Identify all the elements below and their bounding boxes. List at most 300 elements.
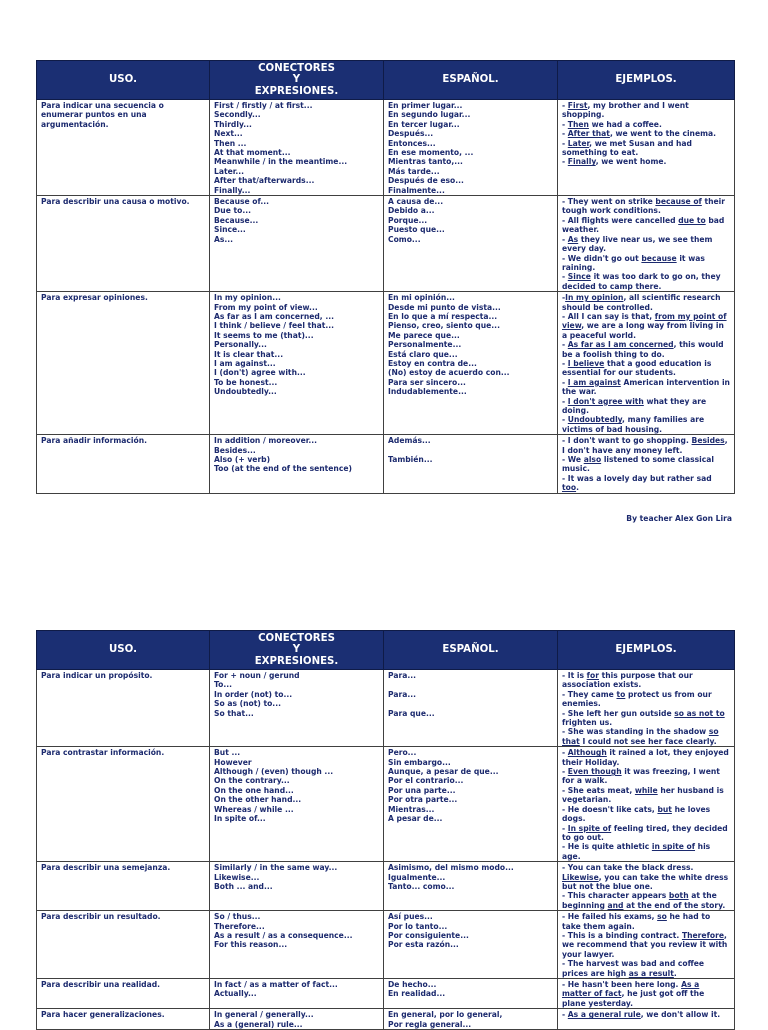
example-text: - This is a binding contract.: [562, 930, 682, 940]
example-sentence: [562, 139, 730, 158]
example-sentence: [562, 455, 730, 474]
espanol-line: Finalmente...: [388, 185, 445, 195]
table-header-row: [37, 61, 735, 100]
connector-line: As...: [214, 234, 234, 244]
table-row: [37, 435, 735, 493]
conectores-cell: [210, 196, 384, 292]
connector-highlight: so that: [562, 727, 719, 746]
espanol-line: En tercer lugar...: [388, 119, 460, 129]
example-sentence: [562, 235, 730, 254]
espanol-line: En general, por lo general,: [388, 1010, 503, 1020]
table-row: [37, 670, 735, 747]
connector-line: Actually...: [214, 989, 257, 999]
example-text: -: [562, 101, 568, 110]
connector-line: Therefore...: [214, 921, 265, 931]
example-text: -: [562, 396, 568, 406]
conectores-cell: [210, 911, 384, 979]
connector-line: On the one hand...: [214, 785, 294, 795]
example-text: I could not see her face clearly.: [579, 736, 717, 746]
uso-line: Para contrastar información.: [41, 748, 165, 758]
uso-line: Para hacer generalizaciones.: [41, 1010, 165, 1020]
espanol-line: Así pues...: [388, 912, 433, 922]
example-text: they live near us, we see them every day.: [562, 234, 713, 254]
header-conectores: CONECTORES Y EXPRESIONES.: [210, 61, 384, 100]
example-sentence: [562, 727, 730, 746]
uso-cell: [37, 100, 210, 196]
connector-line: To...: [214, 680, 233, 690]
example-text: - She left her gun outside: [562, 708, 675, 718]
uso-cell: [37, 670, 210, 747]
example-text: it was raining.: [562, 253, 705, 272]
example-text: , we met Susan and had something to eat.: [562, 138, 692, 158]
connector-line: So as (not) to...: [214, 699, 281, 709]
example-text: , this would be a foolish thing to do.: [562, 340, 724, 359]
spacer: [388, 446, 553, 455]
example-sentence: [562, 254, 730, 273]
example-text: this purpose that our association exists.: [562, 671, 693, 690]
uso-line: argumentación.: [41, 119, 109, 129]
conectores-cell: [210, 1009, 384, 1030]
connector-line: From my point of view...: [214, 302, 318, 312]
espanol-line: Por lo tanto...: [388, 921, 448, 931]
conectores-cell: [210, 670, 384, 747]
uso-line: Para añadir información.: [41, 436, 148, 446]
example-text: .: [576, 483, 579, 493]
connector-line: In general / generally...: [214, 1010, 314, 1020]
example-text: it rained a lot, they enjoyed their Holiday.: [562, 748, 729, 767]
example-text: - It is: [562, 671, 587, 680]
example-text: - They came: [562, 689, 617, 699]
connector-highlight: In spite of: [567, 823, 612, 833]
connector-line: Since...: [214, 225, 246, 235]
example-text: - The harvest was bad and coffee prices are high: [562, 959, 705, 978]
uso-cell: [37, 1009, 210, 1030]
example-text: , we don't allow it.: [640, 1010, 721, 1020]
connector-highlight: to: [616, 689, 626, 699]
espanol-line: Indudablemente...: [388, 387, 467, 397]
espanol-line: Como...: [388, 234, 421, 244]
example-text: at the end of the story.: [623, 900, 726, 910]
connector-line: Although / (even) though ...: [214, 767, 334, 777]
example-sentence: [562, 912, 730, 931]
connector-line: On the contrary...: [214, 776, 290, 786]
espanol-line: Mientras...: [388, 804, 435, 814]
example-sentence: [562, 359, 730, 378]
example-sentence: [562, 378, 730, 397]
connector-line: I am against...: [214, 358, 276, 368]
connector-line: Then ...: [214, 138, 247, 148]
espanol-line: Pero...: [388, 748, 417, 758]
connector-line: In addition / moreover...: [214, 436, 318, 446]
example-sentence: [562, 671, 730, 690]
connector-line: At that moment...: [214, 148, 291, 158]
connector-highlight: As: [567, 234, 579, 244]
table-row: [37, 747, 735, 862]
example-sentence: [562, 272, 730, 291]
connector-line: Meanwhile / in the meantime...: [214, 157, 348, 167]
header-espanol: ESPAÑOL.: [384, 61, 558, 100]
connector-highlight: Likewise: [562, 872, 599, 882]
example-text: his age.: [562, 842, 711, 861]
espanol-line: Igualmente...: [388, 872, 446, 882]
uso-cell: [37, 435, 210, 493]
uso-line: Para indicar un propósito.: [41, 671, 153, 680]
example-text: - We: [562, 455, 584, 465]
conectores-cell: [210, 100, 384, 196]
espanol-cell: [384, 196, 558, 292]
connector-highlight: Therefore: [681, 930, 724, 940]
ejemplos-cell: [558, 670, 735, 747]
connector-line: I (don't) agree with...: [214, 368, 306, 378]
example-text: , all scientific research should be controlled.: [562, 293, 721, 312]
example-text: -: [562, 415, 568, 425]
espanol-line: De hecho...: [388, 980, 437, 989]
conectores-cell: [210, 292, 384, 435]
example-text: - He is quite athletic: [562, 842, 652, 852]
connector-line: As far as I am concerned, ...: [214, 311, 334, 321]
connector-highlight: Besides: [691, 436, 725, 446]
espanol-line: Aunque, a pesar de que...: [388, 767, 499, 777]
espanol-cell: [384, 435, 558, 493]
espanol-line: En primer lugar...: [388, 101, 463, 110]
uso-line: enumerar puntos en una: [41, 110, 147, 120]
example-text: bad weather.: [562, 215, 725, 235]
uso-line: Para describir una semejanza.: [41, 863, 171, 873]
example-sentence: [562, 397, 730, 416]
example-sentence: [562, 824, 730, 843]
connector-line: For + noun / gerund: [214, 671, 300, 680]
conectores-cell: [210, 747, 384, 862]
example-sentence: [562, 101, 730, 120]
table-row: [37, 196, 735, 292]
connector-highlight: for: [586, 671, 599, 680]
example-sentence: [562, 436, 730, 455]
example-text: -: [562, 377, 568, 387]
header-uso: USO.: [37, 61, 210, 100]
example-text: listened to some classical music.: [562, 455, 714, 474]
connector-line: To be honest...: [214, 377, 278, 387]
example-text: feeling tired, they decided to go out.: [562, 823, 728, 842]
example-text: , my brother and I went shopping.: [562, 101, 689, 120]
example-sentence: [562, 415, 730, 434]
table-row: [37, 100, 735, 196]
connector-highlight: In my opinion: [565, 293, 624, 303]
connector-line: On the other hand...: [214, 795, 302, 805]
espanol-line: Porque...: [388, 215, 428, 225]
espanol-line: Pienso, creo, siento que...: [388, 321, 500, 331]
uso-cell: [37, 911, 210, 979]
example-text: , I don't have any money left.: [562, 436, 728, 455]
example-text: - This character appears: [562, 891, 669, 901]
espanol-cell: [384, 1009, 558, 1030]
spacer: [388, 680, 553, 689]
espanol-cell: [384, 747, 558, 862]
connector-highlight: As a general rule: [567, 1010, 641, 1020]
connector-highlight: both: [668, 891, 689, 901]
example-text: , you can take the white dress but not the blue one.: [562, 872, 729, 891]
espanol-line: Me parece que...: [388, 330, 460, 340]
uso-line: Para describir una realidad.: [41, 980, 161, 989]
example-text: -: [562, 272, 568, 282]
connector-line: In spite of...: [214, 814, 266, 824]
espanol-line: Mientras tanto,...: [388, 157, 463, 167]
connector-highlight: Although: [567, 748, 607, 758]
espanol-line: Debido a...: [388, 206, 435, 216]
example-text: - All I can say is that,: [562, 311, 655, 321]
example-sentence: [562, 842, 730, 861]
example-text: that a good education is essential for our students.: [562, 358, 712, 378]
example-text: what they are doing.: [562, 396, 707, 415]
example-text: , we are a long way from living in a peaceful world.: [562, 321, 724, 340]
example-sentence: [562, 891, 730, 910]
example-sentence: [562, 293, 730, 312]
ejemplos-cell: [558, 862, 735, 911]
uso-line: Para expresar opiniones.: [41, 293, 148, 303]
espanol-line: Para...: [388, 671, 417, 680]
header-ejemplos: EJEMPLOS.: [558, 631, 735, 670]
example-sentence: [562, 863, 730, 891]
table-row: [37, 911, 735, 979]
example-text: it was too dark to go on, they decided to camp there.: [562, 272, 721, 291]
ejemplos-cell: [558, 911, 735, 979]
connector-highlight: Even though: [567, 767, 622, 777]
example-sentence: [562, 216, 730, 235]
connector-line: As a (general) rule...: [214, 1019, 303, 1029]
connector-highlight: from my point of view: [562, 311, 727, 331]
espanol-line: En lo que a mí respecta...: [388, 311, 498, 321]
connectors-table-2: [36, 630, 735, 1030]
example-sentence: [562, 197, 730, 216]
connector-line: It seems to me (that)...: [214, 330, 314, 340]
example-text: -: [562, 293, 566, 303]
connector-highlight: Since: [567, 272, 591, 282]
uso-line: Para describir una causa o motivo.: [41, 197, 190, 207]
espanol-cell: [384, 292, 558, 435]
connector-line: But ...: [214, 748, 241, 758]
connector-highlight: but: [657, 804, 672, 814]
example-sentence: [562, 709, 730, 728]
connector-highlight: in spite of: [651, 842, 696, 852]
espanol-cell: [384, 979, 558, 1009]
espanol-cell: [384, 670, 558, 747]
connector-highlight: First: [567, 101, 588, 110]
conectores-cell: [210, 979, 384, 1009]
example-text: - All flights were cancelled: [562, 215, 679, 225]
connector-highlight: As a matter of fact: [562, 980, 700, 999]
connector-highlight: Finally: [567, 157, 596, 167]
ejemplos-cell: [558, 196, 735, 292]
table-row: [37, 979, 735, 1009]
espanol-line: Tanto... como...: [388, 881, 455, 891]
example-text: -: [562, 1010, 568, 1020]
espanol-line: Por una parte...: [388, 785, 456, 795]
example-sentence: [562, 340, 730, 359]
connector-line: It is clear that...: [214, 349, 284, 359]
example-text: frighten us.: [562, 718, 613, 728]
author-credit: By teacher Alex Gon Lira: [626, 514, 732, 523]
connector-line: Similarly / in the same way...: [214, 863, 338, 873]
espanol-line: En ese momento, ...: [388, 148, 474, 158]
example-text: their tough work conditions.: [562, 197, 726, 216]
connector-highlight: while: [634, 785, 658, 795]
connector-line: Besides...: [214, 445, 256, 455]
example-text: he had to take them again.: [562, 912, 711, 931]
example-text: , he just got off the plane yesterday.: [562, 989, 705, 1008]
table-row: [37, 1009, 735, 1030]
example-text: -: [562, 234, 568, 244]
uso-cell: [37, 292, 210, 435]
example-text: - It was a lovely day but rather sad: [562, 473, 712, 483]
ejemplos-cell: [558, 292, 735, 435]
connector-line: In order (not) to...: [214, 689, 293, 699]
example-text: American intervention in the war.: [562, 377, 730, 397]
connector-highlight: due to: [678, 215, 706, 225]
espanol-line: A causa de...: [388, 197, 444, 207]
example-sentence: [562, 767, 730, 786]
espanol-cell: [384, 911, 558, 979]
uso-cell: [37, 747, 210, 862]
connector-line: Due to...: [214, 206, 252, 216]
example-text: it was freezing, I went for a walk.: [562, 767, 720, 786]
example-sentence: [562, 690, 730, 709]
table-row: [37, 292, 735, 435]
espanol-line: (No) estoy de acuerdo con...: [388, 368, 510, 378]
espanol-line: Después de eso...: [388, 176, 464, 186]
connector-line: In fact / as a matter of fact...: [214, 980, 338, 989]
connector-highlight: because: [641, 253, 677, 263]
example-text: -: [562, 129, 568, 139]
example-sentence: [562, 959, 730, 978]
espanol-line: Además...: [388, 436, 431, 446]
uso-cell: [37, 979, 210, 1009]
connector-highlight: and: [607, 900, 624, 910]
connector-highlight: I believe: [567, 358, 605, 368]
example-text: .: [673, 968, 677, 978]
ejemplos-cell: [558, 100, 735, 196]
example-text: -: [562, 119, 568, 129]
espanol-line: En segundo lugar...: [388, 110, 471, 120]
example-text: -: [562, 340, 568, 350]
espanol-line: Estoy en contra de...: [388, 358, 477, 368]
uso-cell: [37, 196, 210, 292]
header-uso: USO.: [37, 631, 210, 670]
connector-line: Also (+ verb): [214, 455, 271, 465]
example-text: - I don't want to go shopping.: [562, 436, 692, 446]
example-text: - He doesn't like cats,: [562, 804, 658, 814]
example-sentence: [562, 1010, 730, 1019]
example-text: -: [562, 358, 568, 368]
espanol-line: Por el contrario...: [388, 776, 464, 786]
example-text: -: [562, 138, 568, 148]
connector-line: Because of...: [214, 197, 270, 207]
connector-line: Next...: [214, 129, 243, 139]
espanol-line: Puesto que...: [388, 225, 445, 235]
example-text: he loves dogs.: [562, 804, 711, 824]
espanol-line: Desde mi punto de vista...: [388, 302, 501, 312]
uso-line: Para describir un resultado.: [41, 912, 161, 922]
connector-line: Because...: [214, 215, 259, 225]
connector-line: Both ... and...: [214, 881, 273, 891]
connector-highlight: because of: [655, 197, 702, 207]
example-sentence: [562, 748, 730, 767]
example-text: her husband is vegetarian.: [562, 785, 724, 805]
uso-cell: [37, 862, 210, 911]
connector-line: Too (at the end of the sentence): [214, 464, 352, 474]
connector-line: For this reason...: [214, 940, 288, 950]
connector-line: Likewise...: [214, 872, 260, 882]
connector-line: I think / believe / feel that...: [214, 321, 335, 331]
conectores-cell: [210, 862, 384, 911]
connector-line: Later...: [214, 166, 245, 176]
example-text: -: [562, 823, 568, 833]
example-text: - He failed his exams,: [562, 912, 658, 922]
espanol-line: Por consiguiente...: [388, 930, 469, 940]
example-sentence: [562, 786, 730, 805]
espanol-line: Para que...: [388, 708, 435, 718]
espanol-line: Entonces...: [388, 138, 436, 148]
example-text: , many families are victims of bad housing.: [562, 415, 705, 434]
example-sentence: [562, 805, 730, 824]
espanol-line: Por otra parte...: [388, 795, 458, 805]
espanol-line: A pesar de...: [388, 814, 443, 824]
example-sentence: [562, 312, 730, 340]
connector-line: Undoubtedly...: [214, 387, 277, 397]
spacer: [388, 699, 553, 708]
connector-line: However: [214, 757, 252, 767]
connector-line: Whereas / while ...: [214, 804, 294, 814]
connector-highlight: I don't agree with: [567, 396, 644, 406]
connector-line: Thirdly...: [214, 119, 252, 129]
conectores-cell: [210, 435, 384, 493]
espanol-line: Asimismo, del mismo modo...: [388, 863, 514, 873]
connector-highlight: so as not to: [674, 708, 725, 718]
connectors-table-1: [36, 60, 735, 494]
connector-highlight: too: [562, 483, 577, 493]
table-header-row: [37, 631, 735, 670]
example-text: , we went to the cinema.: [609, 129, 717, 139]
example-text: , we went home.: [595, 157, 667, 167]
header-conectores: CONECTORES Y EXPRESIONES.: [210, 631, 384, 670]
espanol-cell: [384, 100, 558, 196]
connector-highlight: After that: [567, 129, 610, 139]
connector-highlight: Then: [567, 119, 589, 129]
connector-line: Secondly...: [214, 110, 261, 120]
connector-highlight: also: [583, 455, 602, 465]
header-espanol: ESPAÑOL.: [384, 631, 558, 670]
espanol-line: Por regla general...: [388, 1019, 472, 1029]
espanol-line: En mi opinión...: [388, 293, 455, 303]
espanol-line: Está claro que...: [388, 349, 458, 359]
table-row: [37, 862, 735, 911]
example-sentence: [562, 474, 730, 493]
example-text: - She eats meat,: [562, 785, 635, 795]
connector-line: First / firstly / at first...: [214, 101, 313, 110]
espanol-line: También...: [388, 455, 433, 465]
example-text: , we recommend that you review it with your lawyer.: [562, 930, 728, 959]
connector-line: So / thus...: [214, 912, 261, 922]
espanol-line: Sin embargo...: [388, 757, 451, 767]
example-sentence: [562, 129, 730, 138]
connector-highlight: As far as I am concerned: [567, 340, 674, 350]
connector-line: In my opinion...: [214, 293, 281, 303]
example-text: - You can take the black dress.: [562, 863, 694, 873]
connector-highlight: Later: [567, 138, 590, 148]
connector-highlight: so: [657, 912, 667, 922]
espanol-line: Por esta razón...: [388, 940, 459, 950]
example-text: -: [562, 157, 568, 167]
espanol-line: Más tarde...: [388, 166, 440, 176]
espanol-line: Después...: [388, 129, 434, 139]
